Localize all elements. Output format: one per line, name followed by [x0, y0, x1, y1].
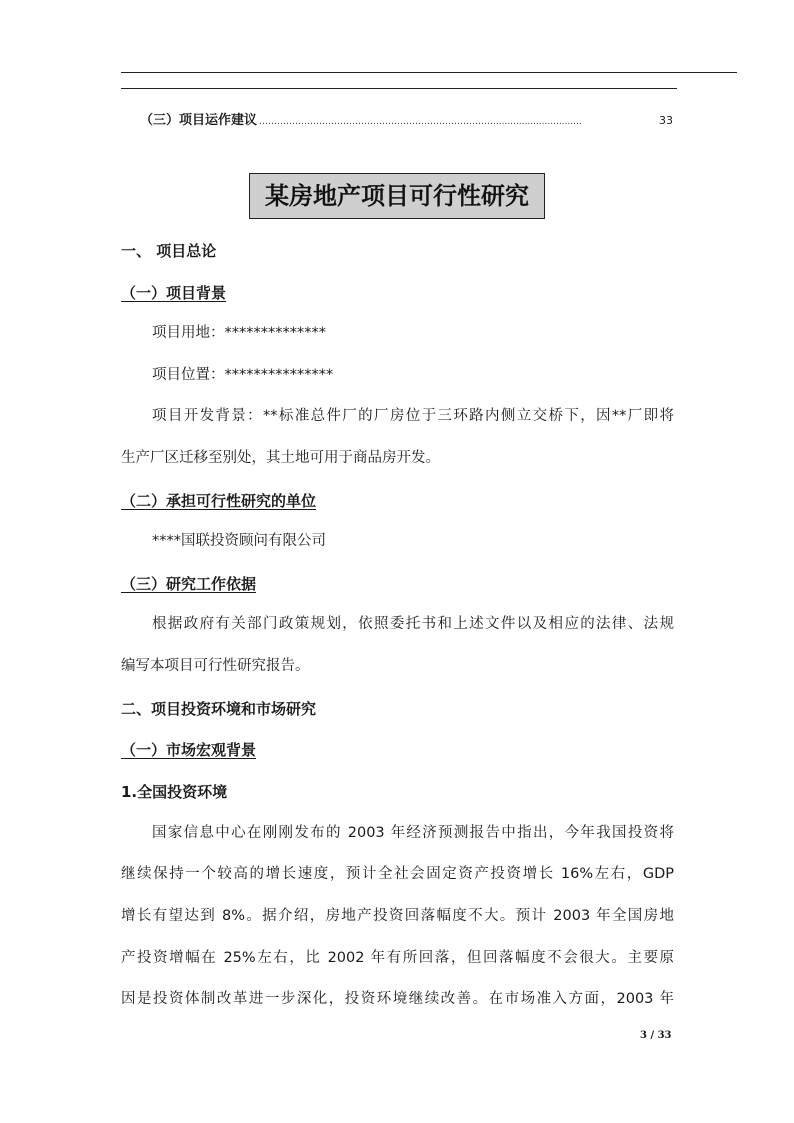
header-rule-top: [121, 72, 737, 73]
subsection-heading-basis: （三）研究工作依据: [121, 575, 257, 593]
toc-leader-dots: ……………………………………………………………………...............................: [259, 117, 582, 127]
paragraph-national-line5: 因是投资体制改革进一步深化，投资环境继续改善。在市场准入方面，2003 年: [121, 991, 674, 1007]
paragraph-location: 项目位置：***************: [152, 367, 334, 383]
paragraph-background-line1: 项目开发背景：**标准总件厂的厂房位于三环路内侧立交桥下，因**厂即将: [152, 408, 674, 424]
paragraph-national-line3: 增长有望达到 8%。据介绍，房地产投资回落幅度不大。预计 2003 年全国房地: [121, 908, 674, 924]
page-number: 3 / 33: [640, 1030, 672, 1041]
paragraph-national-line2: 继续保持一个较高的增长速度，预计全社会固定资产投资增长 16%左右，GDP: [121, 866, 674, 882]
paragraph-basis-line1: 根据政府有关部门政策规划，依照委托书和上述文件以及相应的法律、法规: [152, 616, 674, 632]
section-heading-2: 二、项目投资环境和市场研究: [121, 700, 317, 718]
paragraph-organization: ****国联投资顾问有限公司: [152, 533, 326, 549]
subsubsection-heading-national: 1.全国投资环境: [121, 783, 228, 801]
section-heading-1: 一、 项目总论: [121, 242, 217, 260]
paragraph-national-line1: 国家信息中心在刚刚发布的 2003 年经济预测报告中指出，今年我国投资将: [152, 825, 674, 841]
paragraph-national-line4: 产投资增幅在 25%左右，比 2002 年有所回落，但回落幅度不会很大。主要原: [121, 950, 674, 966]
subsection-heading-macro: （一）市场宏观背景: [121, 741, 257, 759]
subsection-heading-unit: （二）承担可行性研究的单位: [121, 492, 317, 510]
paragraph-background-line2: 生产厂区迁移至别处，其土地可用于商品房开发。: [121, 450, 440, 466]
paragraph-basis-line2: 编写本项目可行性研究报告。: [121, 658, 310, 674]
paragraph-land: 项目用地：**************: [152, 325, 326, 341]
toc-entry[interactable]: [140, 109, 673, 128]
subsection-heading-background: （一）项目背景: [121, 284, 227, 302]
header-rule-bottom: [121, 88, 677, 89]
toc-entry-page: 33: [659, 114, 673, 127]
toc-entry-label: （三）项目运作建议: [140, 113, 258, 128]
document-title: 某房地产项目可行性研究: [249, 173, 545, 219]
